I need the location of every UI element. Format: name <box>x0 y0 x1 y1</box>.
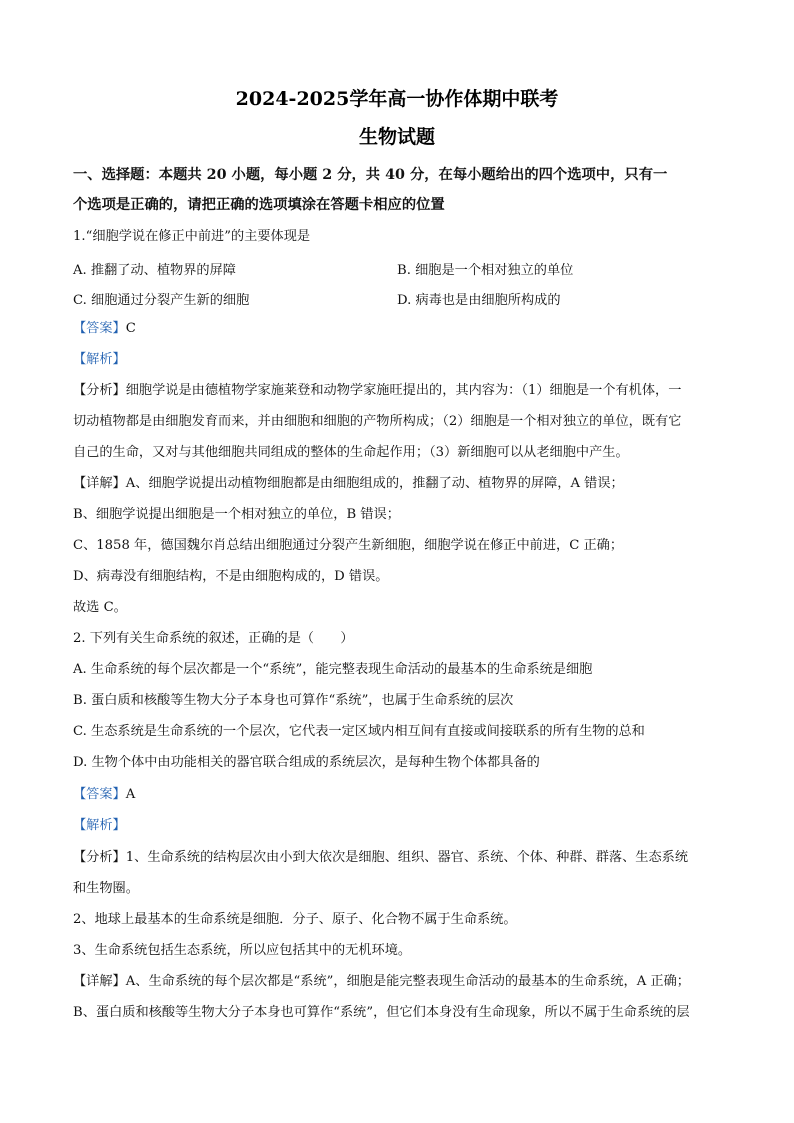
q1-fenxi-line-1 <box>73 382 733 400</box>
q2-xiangjie-line-2: B、蛋白质和核酸等生物大分子本身也可算作“系统”，但它们本身没有生命现象，所以不属于生命系统的层 <box>73 1005 690 1020</box>
q1-conclusion: 故选 C。 <box>73 600 127 615</box>
q2-fenxi-line-3: 2、地球上最基本的生命系统是细胞．分子、原子、化合物不属于生命系统。 <box>73 912 517 927</box>
q2-option-d: D. 生物个体中由功能相关的器官联合组成的系统层次，是每种生物个体都具备的 <box>73 755 540 770</box>
q1-stem: 1.“细胞学说在修正中前进”的主要体现是 <box>73 229 311 244</box>
answer-value: C <box>125 321 136 336</box>
q1-xiangjie-line-3: C、1858 年，德国魏尔肖总结出细胞通过分裂产生新细胞，细胞学说在修正中前进，C 正确； <box>73 538 624 553</box>
q1-option-c: C. 细胞通过分裂产生新的细胞 <box>73 293 250 308</box>
q2-option-a: A. 生命系统的每个层次都是一个“系统”，能完整表现生命活动的最基本的生命系统是细胞 <box>73 662 593 677</box>
q2-option-c: C. 生态系统是生命系统的一个层次，它代表一定区域内相互间有直接或间接联系的所有生物的总和 <box>73 724 645 739</box>
q1-analysis-heading <box>73 351 733 369</box>
fenxi-tag: 【分析】 <box>73 850 126 865</box>
xiangjie-text: A、细胞学说提出动植物细胞都是由细胞组成的，推翻了动、植物界的屏障，A 错误； <box>125 476 624 491</box>
answer-value: A <box>125 787 136 802</box>
fenxi-text: 1、生命系统的结构层次由小到大依次是细胞、组织、器官、系统、个体、种群、群落、生态系统 <box>125 850 689 865</box>
section-instructions-line-2: 个选项是正确的，请把正确的选项填涂在答题卡相应的位置 <box>73 197 445 213</box>
q1-option-b: B. 细胞是一个相对独立的单位 <box>397 263 574 278</box>
q2-xiangjie-line-1 <box>73 973 733 991</box>
q1-xiangjie-line-4: D、病毒没有细胞结构，不是由细胞构成的，D 错误。 <box>73 569 389 584</box>
answer-tag: 【答案】 <box>73 787 126 802</box>
q1-option-d: D. 病毒也是由细胞所构成的 <box>397 293 561 308</box>
exam-title: 2024-2025学年高一协作体期中联考 <box>235 88 559 110</box>
q1-xiangjie-line-1 <box>73 475 733 493</box>
xiangjie-text: A、生命系统的每个层次都是“系统”，细胞是能完整表现生命活动的最基本的生命系统，A 正确； <box>125 974 690 989</box>
q2-fenxi-line-2: 和生物圈。 <box>73 881 139 896</box>
xiangjie-tag: 【详解】 <box>73 974 126 989</box>
q1-answer <box>73 320 733 338</box>
q2-answer <box>73 786 733 804</box>
exam-subject: 生物试题 <box>358 126 435 148</box>
answer-tag: 【答案】 <box>73 321 126 336</box>
q1-xiangjie-line-2: B、细胞学说提出细胞是一个相对独立的单位，B 错误； <box>73 507 400 522</box>
analysis-tag: 【解析】 <box>73 818 126 833</box>
xiangjie-tag: 【详解】 <box>73 476 126 491</box>
q2-option-b: B. 蛋白质和核酸等生物大分子本身也可算作“系统”，也属于生命系统的层次 <box>73 693 514 708</box>
q2-analysis-heading <box>73 817 733 835</box>
fenxi-tag: 【分析】 <box>73 383 126 398</box>
q2-fenxi-line-1 <box>73 849 733 867</box>
q2-fenxi-line-4: 3、生命系统包括生态系统，所以应包括其中的无机环境。 <box>73 943 412 958</box>
q1-fenxi-line-2: 切动植物都是由细胞发育而来，并由细胞和细胞的产物所构成；（2）细胞是一个相对独立的单位，既有它 <box>73 414 682 429</box>
q1-option-a: A. 推翻了动、植物界的屏障 <box>73 263 236 278</box>
fenxi-text: 细胞学说是由德植物学家施莱登和动物学家施旺提出的，其内容为：（1）细胞是一个有机体，一 <box>125 383 682 398</box>
q2-stem: 2. 下列有关生命系统的叙述，正确的是（ ） <box>73 631 354 646</box>
section-instructions-line-1: 一、选择题：本题共 20 小题，每小题 2 分，共 40 分，在每小题给出的四个选项中，只有一 <box>73 167 668 183</box>
analysis-tag: 【解析】 <box>73 352 126 367</box>
q1-fenxi-line-3: 自己的生命，又对与其他细胞共同组成的整体的生命起作用；（3）新细胞可以从老细胞中产生。 <box>73 445 629 460</box>
